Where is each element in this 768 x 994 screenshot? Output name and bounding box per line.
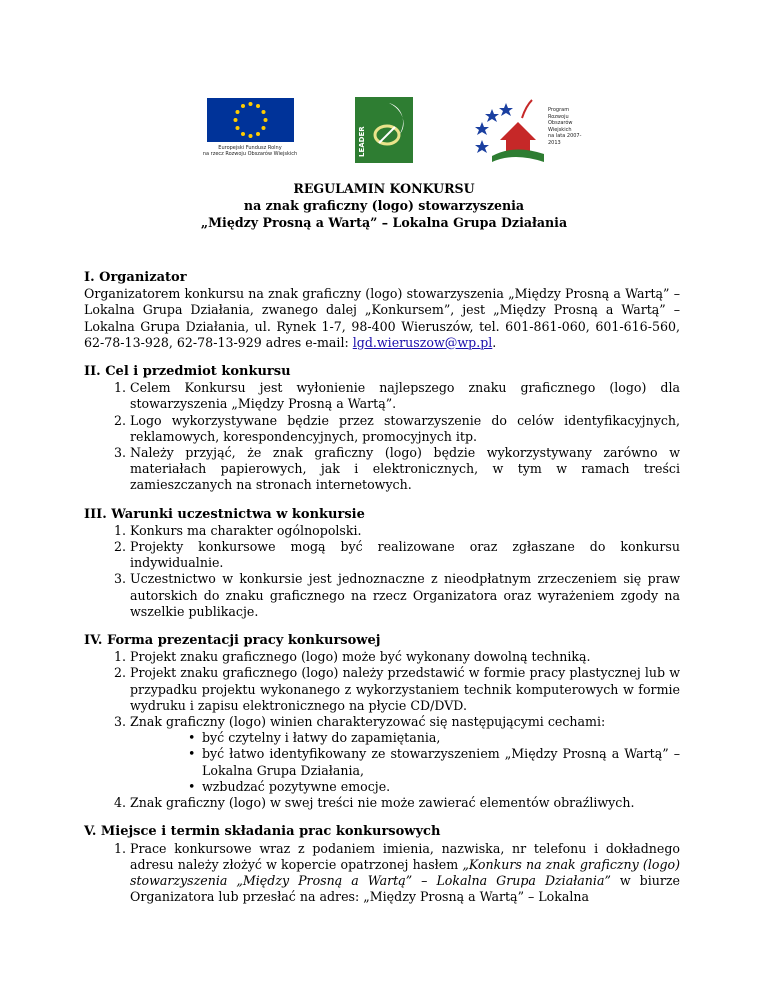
numbered-list [84,523,680,620]
list-item [130,841,680,906]
bullet-item: • być czytelny i łatwy do zapamiętania, [188,730,680,746]
prow-line4: Wiejskich [548,126,572,133]
prow-line2: Rozwoju [548,113,569,120]
section-heading: IV. Forma prezentacji pracy konkursowej [84,633,381,649]
list-item-text: Prace konkursowe wraz z podaniem imienia, nazwiska, nr telefonu i dokładnego adresu należy złożyć w kopercie opatrzonej hasłem [130,840,680,872]
title-line2: na znak graficzny (logo) stowarzyszenia [243,198,525,213]
prow-text [548,107,594,147]
list-item: 2. Projekt znaku graficznego (logo) należy przedstawić w formie pracy plastycznej lub w przypadku projektu wykonanego z wykorzystaniem technik komputerowych w formie wydruku i zapisu elektronicznego na płycie CD/DVD. [130,665,680,714]
list-item: 2. Projekty konkursowe mogą być realizowane oraz zgłaszane do konkursu indywidualnie. [130,539,680,571]
email-link[interactable]: lgd.wieruszow@wp.pl [352,334,493,350]
logos-row [0,96,768,166]
organizer-text: Organizatorem konkursu na znak graficzny (logo) stowarzyszenia „Między Prosną a Wartą” – Lokalna Grupa Działania, zwanego dalej „Konkursem”, jest „Między Prosną a Wartą” – Lokalna Grupa Działania, ul. Rynek 1-7, 98-400 Wieruszów, tel. 601-861-060, 601-616-560, 62-78-13-928, 62-78-13-929 adres e-mail: [84,286,680,350]
eu-flag-icon [207,98,294,142]
list-item: 1. Konkurs ma charakter ogólnopolski. [130,523,680,539]
section-form [84,633,680,811]
title-line3: „Między Prosną a Wartą” – Lokalna Grupa Działania [200,215,568,230]
leader-logo-icon [355,97,413,163]
section-paragraph [84,286,680,351]
list-item: 3. Należy przyjąć, że znak graficzny (logo) będzie wykorzystywany zarówno w materiałach papierowych, jak i elektronicznych, w tym w ramach treści zamieszczanych na stronach internetowych. [130,445,680,494]
prow-line5: na lata 2007-2013 [548,133,582,146]
numbered-list [84,380,680,493]
title-line1: REGULAMIN KONKURSU [293,181,475,196]
section-place-deadline [84,824,680,905]
document-body [84,270,680,918]
bullet-item: • być łatwo identyfikowany ze stowarzyszeniem „Między Prosną a Wartą” – Lokalna Grupa Działania, [188,746,680,778]
list-item: 3. Uczestnictwo w konkursie jest jednoznaczne z nieodpłatnym zrzeczeniem się praw autorskich do znaku graficznego na rzecz Organizatora oraz wyrażeniem zgody na wszelkie publikacje. [130,571,680,620]
bullet-list [130,730,680,795]
prow-line1: Program [548,107,570,113]
eu-caption-line2: na rzecz Rozwoju Obszarów Wiejskich [202,151,298,157]
list-item-italic: „Konkurs na znak graficzny (logo) stowarzyszenia „Między Prosną a Wartą” – Lokalna Grupa Działania” [130,856,680,888]
list-item: 2. Logo wykorzystywane będzie przez stowarzyszenie do celów identyfikacyjnych, reklamowych, korespondencyjnych, promocyjnych itp. [130,413,680,445]
organizer-text-end: . [492,334,497,350]
list-item: 4. Znak graficzny (logo) w swej treści nie może zawierać elementów obraźliwych. [130,795,680,811]
list-item: 1. Celem Konkursu jest wyłonienie najlepszego znaku graficznego (logo) dla stowarzyszenia „Między Prosną a Wartą”. [130,380,680,412]
section-heading: I. Organizator [84,270,187,285]
eu-caption [175,145,325,157]
section-heading: III. Warunki uczestnictwa w konkursie [84,506,365,522]
eu-logo [175,96,325,162]
section-goal [84,364,680,494]
section-conditions [84,507,680,620]
document-title [0,180,768,231]
numbered-list [84,649,680,811]
list-item: 1. Projekt znaku graficznego (logo) może być wykonany dowolną techniką. [130,649,680,665]
list-item [130,714,680,795]
section-organizer [84,270,680,351]
section-heading: V. Miejsce i termin składania prac konkursowych [84,824,441,840]
list-item-text: Znak graficzny (logo) winien charakteryzować się następującymi cechami: [130,714,606,730]
prow-line3: Obszarów [548,120,573,127]
leader-text: LEADER [358,126,366,157]
section-heading: II. Cel i przedmiot konkursu [84,364,291,380]
list-item-text-end: w biurze Organizatora lub przesłać na adres: „Między Prosną a Wartą” – Lokalna [130,872,680,905]
numbered-list [84,841,680,906]
bullet-item: • wzbudzać pozytywne emocje. [188,779,680,795]
prow-emblem-icon [474,96,548,166]
eu-caption-line1: Europejski Fundusz Rolny [218,145,282,151]
prow-logo [474,96,594,166]
